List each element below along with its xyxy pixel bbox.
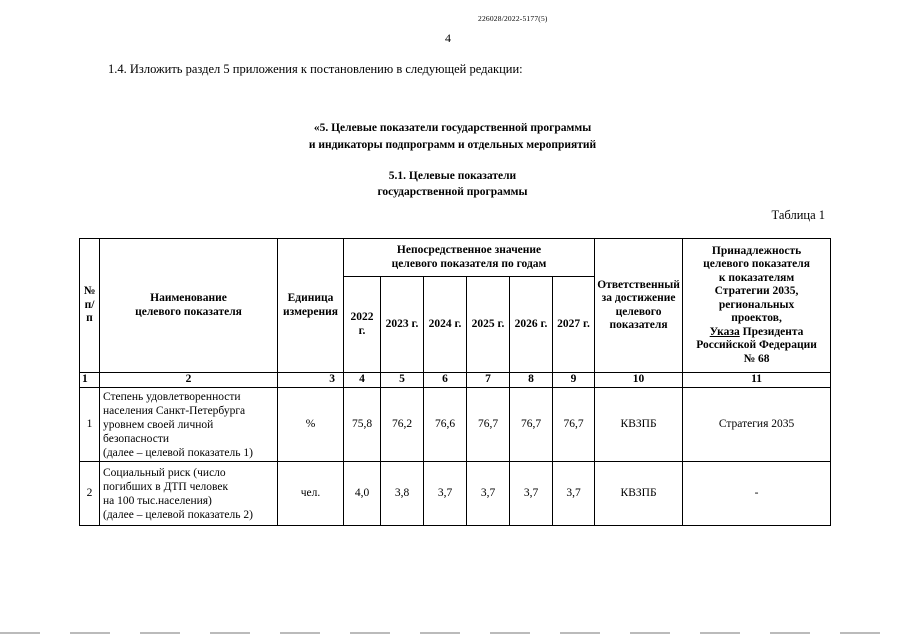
header-responsible-line: за достижение <box>601 292 676 304</box>
column-number: 4 <box>344 373 381 388</box>
value-cell: 4,0 <box>344 462 381 526</box>
value-cell: 3,7 <box>467 462 510 526</box>
column-number: 11 <box>683 373 831 388</box>
value-cell: 3,7 <box>424 462 467 526</box>
indicator-name <box>100 388 278 462</box>
header-belonging-line: к показателям <box>718 271 795 284</box>
row-number: 1 <box>80 388 100 462</box>
responsible-cell: КВЗПБ <box>595 462 683 526</box>
indicator-name-line: населения Санкт-Петербурга <box>103 404 246 417</box>
subsection-title-line: 5.1. Целевые показатели <box>388 170 517 182</box>
column-number: 2 <box>100 373 278 388</box>
header-name <box>100 239 278 373</box>
indicator-name-line: (далее – целевой показатель 1) <box>103 446 253 459</box>
value-cell: 76,7 <box>553 388 595 462</box>
decree-link-text: Указа <box>709 325 740 338</box>
scan-artifact-line <box>0 632 905 634</box>
section-title-line: и индикаторы подпрограмм и отдельных мероприятий <box>308 139 597 151</box>
row-number: 2 <box>80 462 100 526</box>
header-belonging-line: целевого показателя <box>703 258 810 271</box>
header-belonging-line: Принадлежность <box>711 244 802 257</box>
responsible-cell: КВЗПБ <box>595 388 683 462</box>
column-number: 9 <box>553 373 595 388</box>
table-header-row <box>80 239 831 277</box>
header-name-line: Наименование <box>150 292 227 304</box>
header-belonging-line: Стратегии 2035, <box>714 285 799 298</box>
header-unit <box>278 239 344 373</box>
table-row <box>80 462 831 526</box>
column-number: 5 <box>381 373 424 388</box>
header-num-line: № <box>83 285 96 298</box>
header-responsible <box>595 239 683 373</box>
value-cell: 76,7 <box>467 388 510 462</box>
indicator-name-line: погибших в ДТП человек <box>103 480 229 493</box>
header-year: 2027 г. <box>553 277 595 373</box>
page-number: 4 <box>445 31 451 45</box>
indicator-name-line: на 100 тыс.населения) <box>103 494 212 507</box>
value-cell: 75,8 <box>344 388 381 462</box>
header-num-line: п/п <box>84 298 95 325</box>
value-cell: 3,7 <box>553 462 595 526</box>
header-belonging-line: региональных <box>718 298 795 311</box>
section-title-line: «5. Целевые показатели государственной программы <box>313 122 592 134</box>
header-num <box>80 239 100 373</box>
header-responsible-line: показателя <box>609 319 668 331</box>
header-year: 2024 г. <box>424 277 467 373</box>
indicator-name-line: Социальный риск (число <box>103 466 226 479</box>
header-responsible-line: целевого <box>615 305 662 318</box>
indicator-name-line: безопасности <box>103 432 170 445</box>
section-title <box>0 120 905 154</box>
value-cell: 76,2 <box>381 388 424 462</box>
header-year: 2023 г. <box>381 277 424 373</box>
value-cell: 76,6 <box>424 388 467 462</box>
column-number: 7 <box>467 373 510 388</box>
unit-cell: % <box>278 388 344 462</box>
value-cell: 3,7 <box>510 462 553 526</box>
column-number: 8 <box>510 373 553 388</box>
header-year: 2025 г. <box>467 277 510 373</box>
column-number: 1 <box>80 373 100 388</box>
header-belonging-line: Российской Федерации <box>696 339 817 352</box>
table-row <box>80 388 831 462</box>
header-years-group-line: Непосредственное значение <box>396 244 542 256</box>
column-number: 6 <box>424 373 467 388</box>
column-numbers-row <box>80 373 831 388</box>
table-label: Таблица 1 <box>771 208 825 222</box>
subsection-title <box>0 168 905 200</box>
header-belonging-text: Президента <box>739 325 804 338</box>
value-cell: 76,7 <box>510 388 553 462</box>
indicator-name-line: уровнем своей личной <box>103 418 214 431</box>
column-number: 3 <box>278 373 344 388</box>
header-belonging-line: проектов, <box>731 312 782 325</box>
header-belonging-line <box>685 326 828 340</box>
header-years-group-line: целевого показателя по годам <box>391 257 547 270</box>
subsection-title-line: государственной программы <box>377 186 528 198</box>
document-id: 226028/2022-5177(5) <box>478 14 548 23</box>
belonging-cell: Стратегия 2035 <box>683 388 831 462</box>
header-belonging-line: № 68 <box>743 352 770 365</box>
header-unit-line: измерения <box>283 305 338 318</box>
header-year: 2026 г. <box>510 277 553 373</box>
header-year: 2022 г. <box>344 277 381 373</box>
indicators-table <box>79 238 831 526</box>
indicator-name-line: Степень удовлетворенности <box>103 390 241 403</box>
header-unit-line: Единица <box>287 292 334 304</box>
indicator-name-line: (далее – целевой показатель 2) <box>103 508 253 521</box>
header-responsible-line: Ответственный <box>597 278 680 291</box>
header-name-line: целевого показателя <box>135 305 242 318</box>
belonging-cell: - <box>683 462 831 526</box>
value-cell: 3,8 <box>381 462 424 526</box>
column-number: 10 <box>595 373 683 388</box>
indicator-name <box>100 462 278 526</box>
intro-paragraph: 1.4. Изложить раздел 5 приложения к постановлению в следующей редакции: <box>108 62 523 76</box>
unit-cell: чел. <box>278 462 344 526</box>
header-years-group <box>344 239 595 277</box>
header-belonging <box>683 239 831 373</box>
